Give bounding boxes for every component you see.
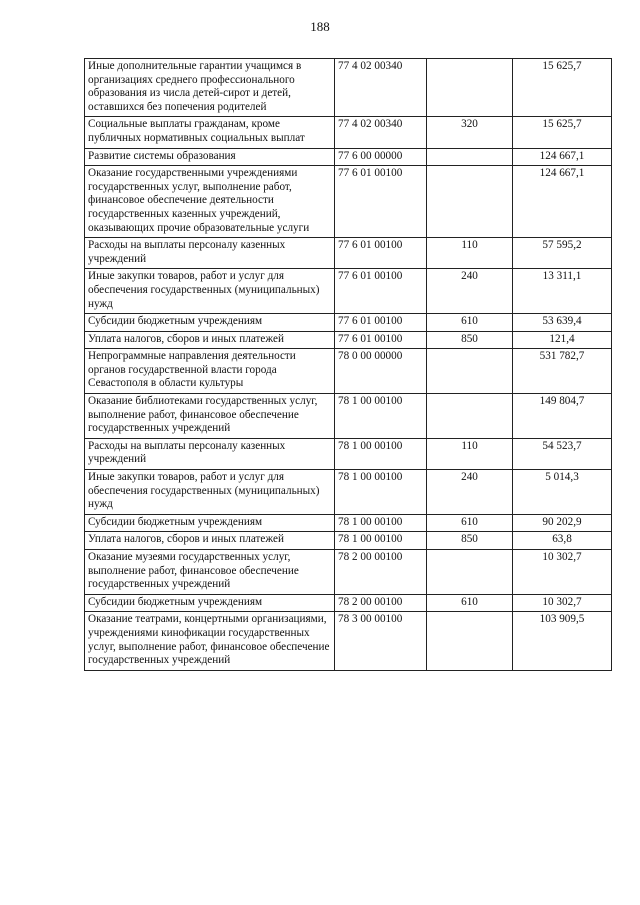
amount-cell: 10 302,7 bbox=[513, 550, 612, 595]
amount-cell: 90 202,9 bbox=[513, 514, 612, 532]
expense-name-cell: Иные закупки товаров, работ и услуг для обеспечения государственных (муниципальных) нужд bbox=[85, 470, 335, 515]
table-row bbox=[85, 594, 612, 612]
amount-cell: 57 595,2 bbox=[513, 238, 612, 269]
page-number: 188 bbox=[310, 19, 330, 34]
expense-name-cell: Расходы на выплаты персоналу казенных учреждений bbox=[85, 238, 335, 269]
target-article-code-cell: 77 6 01 00100 bbox=[335, 314, 427, 332]
target-article-code-cell: 77 6 01 00100 bbox=[335, 269, 427, 314]
expense-type-cell: 610 bbox=[427, 594, 513, 612]
expense-name-cell: Субсидии бюджетным учреждениям bbox=[85, 514, 335, 532]
amount-cell: 124 667,1 bbox=[513, 166, 612, 238]
amount-cell: 10 302,7 bbox=[513, 594, 612, 612]
expense-name-cell: Субсидии бюджетным учреждениям bbox=[85, 314, 335, 332]
table-row bbox=[85, 166, 612, 238]
target-article-code-cell: 77 6 00 00000 bbox=[335, 148, 427, 166]
budget-table bbox=[84, 58, 612, 671]
table-row bbox=[85, 532, 612, 550]
target-article-code-cell: 78 0 00 00000 bbox=[335, 349, 427, 394]
expense-type-cell bbox=[427, 394, 513, 439]
target-article-code-cell: 78 1 00 00100 bbox=[335, 438, 427, 469]
target-article-code-cell: 77 6 01 00100 bbox=[335, 238, 427, 269]
amount-cell: 103 909,5 bbox=[513, 612, 612, 670]
expense-type-cell bbox=[427, 349, 513, 394]
table-row bbox=[85, 394, 612, 439]
expense-type-cell bbox=[427, 550, 513, 595]
target-article-code-cell: 78 2 00 00100 bbox=[335, 550, 427, 595]
expense-name-cell: Развитие системы образования bbox=[85, 148, 335, 166]
table-row bbox=[85, 59, 612, 117]
amount-cell: 13 311,1 bbox=[513, 269, 612, 314]
amount-cell: 54 523,7 bbox=[513, 438, 612, 469]
amount-cell: 15 625,7 bbox=[513, 117, 612, 148]
expense-name-cell: Оказание театрами, концертными организациями, учреждениями кинофикации государственных услуг, выполнение работ, финансовое обеспечение государственных учреждений bbox=[85, 612, 335, 670]
table-row bbox=[85, 612, 612, 670]
expense-type-cell: 240 bbox=[427, 269, 513, 314]
expense-type-cell bbox=[427, 166, 513, 238]
budget-table-body bbox=[85, 59, 612, 671]
target-article-code-cell: 77 4 02 00340 bbox=[335, 59, 427, 117]
expense-type-cell: 320 bbox=[427, 117, 513, 148]
amount-cell: 121,4 bbox=[513, 331, 612, 349]
table-row bbox=[85, 148, 612, 166]
expense-type-cell bbox=[427, 59, 513, 117]
target-article-code-cell: 77 6 01 00100 bbox=[335, 331, 427, 349]
amount-cell: 15 625,7 bbox=[513, 59, 612, 117]
amount-cell: 5 014,3 bbox=[513, 470, 612, 515]
target-article-code-cell: 78 3 00 00100 bbox=[335, 612, 427, 670]
table-row bbox=[85, 514, 612, 532]
expense-type-cell: 610 bbox=[427, 314, 513, 332]
table-row bbox=[85, 269, 612, 314]
expense-name-cell: Социальные выплаты гражданам, кроме публичных нормативных социальных выплат bbox=[85, 117, 335, 148]
table-row bbox=[85, 238, 612, 269]
expense-name-cell: Уплата налогов, сборов и иных платежей bbox=[85, 532, 335, 550]
target-article-code-cell: 78 1 00 00100 bbox=[335, 514, 427, 532]
expense-type-cell bbox=[427, 148, 513, 166]
target-article-code-cell: 78 1 00 00100 bbox=[335, 394, 427, 439]
table-row bbox=[85, 331, 612, 349]
table-row bbox=[85, 438, 612, 469]
target-article-code-cell: 77 4 02 00340 bbox=[335, 117, 427, 148]
expense-type-cell: 850 bbox=[427, 331, 513, 349]
table-row bbox=[85, 117, 612, 148]
amount-cell: 531 782,7 bbox=[513, 349, 612, 394]
expense-type-cell: 610 bbox=[427, 514, 513, 532]
amount-cell: 124 667,1 bbox=[513, 148, 612, 166]
expense-type-cell: 110 bbox=[427, 438, 513, 469]
amount-cell: 53 639,4 bbox=[513, 314, 612, 332]
target-article-code-cell: 78 1 00 00100 bbox=[335, 532, 427, 550]
expense-type-cell bbox=[427, 612, 513, 670]
amount-cell: 63,8 bbox=[513, 532, 612, 550]
amount-cell: 149 804,7 bbox=[513, 394, 612, 439]
expense-name-cell: Оказание государственными учреждениями государственных услуг, выполнение работ, финансовое обеспечение деятельности государственных казенных учреждений, оказывающих прочие образовательные услуги bbox=[85, 166, 335, 238]
target-article-code-cell: 78 1 00 00100 bbox=[335, 470, 427, 515]
expense-name-cell: Субсидии бюджетным учреждениям bbox=[85, 594, 335, 612]
expense-name-cell: Иные закупки товаров, работ и услуг для обеспечения государственных (муниципальных) нужд bbox=[85, 269, 335, 314]
expense-type-cell: 240 bbox=[427, 470, 513, 515]
expense-type-cell: 110 bbox=[427, 238, 513, 269]
target-article-code-cell: 77 6 01 00100 bbox=[335, 166, 427, 238]
expense-name-cell: Оказание музеями государственных услуг, выполнение работ, финансовое обеспечение государственных учреждений bbox=[85, 550, 335, 595]
expense-name-cell: Расходы на выплаты персоналу казенных учреждений bbox=[85, 438, 335, 469]
expense-name-cell: Уплата налогов, сборов и иных платежей bbox=[85, 331, 335, 349]
expense-type-cell: 850 bbox=[427, 532, 513, 550]
table-row bbox=[85, 550, 612, 595]
expense-name-cell: Иные дополнительные гарантии учащимся в организациях среднего профессионального образования из числа детей-сирот и детей, оставшихся без попечения родителей bbox=[85, 59, 335, 117]
table-row bbox=[85, 470, 612, 515]
expense-name-cell: Оказание библиотеками государственных услуг, выполнение работ, финансовое обеспечение государственных учреждений bbox=[85, 394, 335, 439]
table-row bbox=[85, 314, 612, 332]
target-article-code-cell: 78 2 00 00100 bbox=[335, 594, 427, 612]
expense-name-cell: Непрограммные направления деятельности органов государственной власти города Севастополя в области культуры bbox=[85, 349, 335, 394]
table-row bbox=[85, 349, 612, 394]
